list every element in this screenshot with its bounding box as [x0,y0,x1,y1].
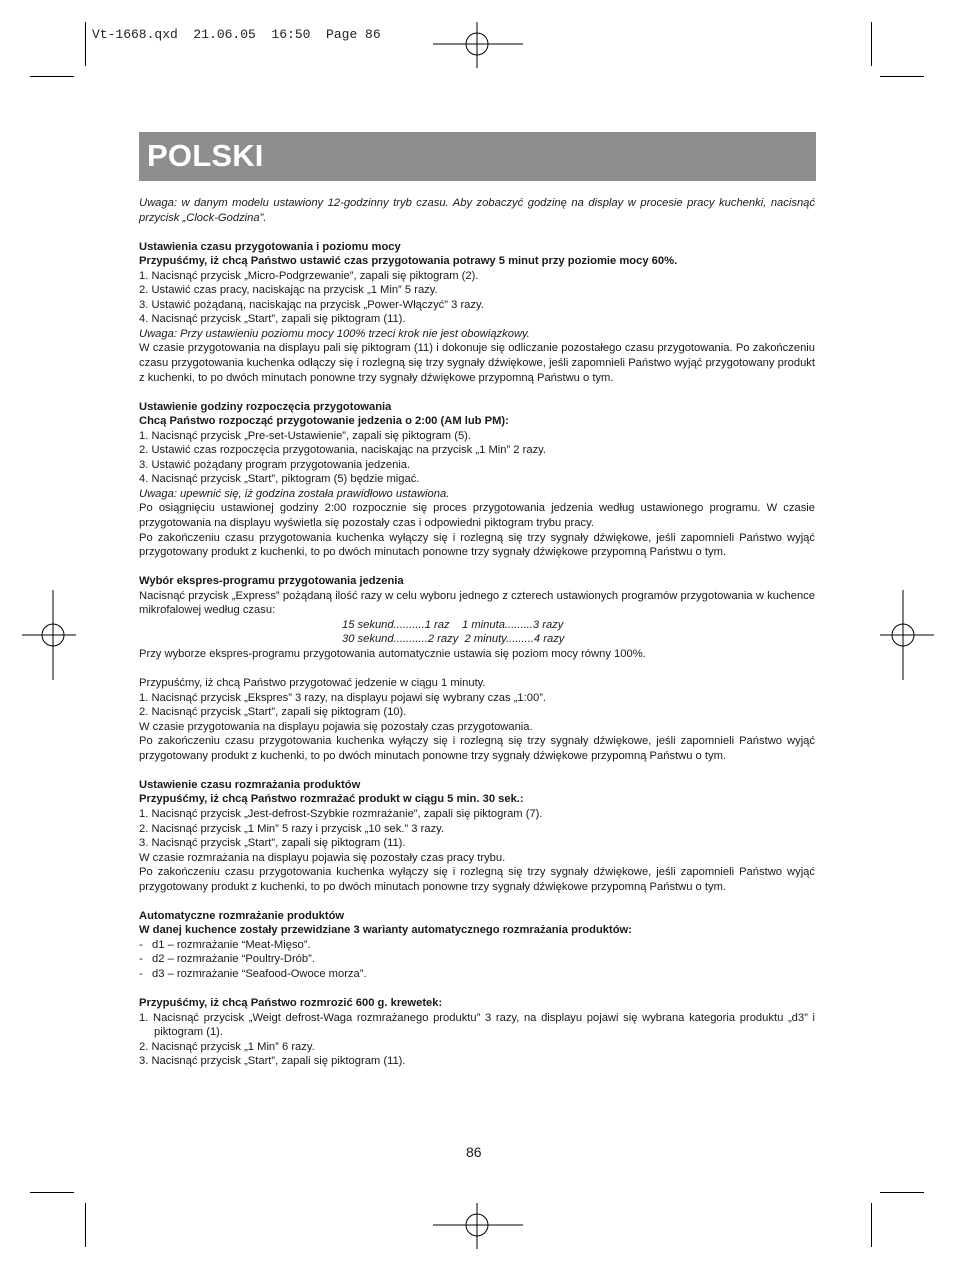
crop-mark [880,1192,924,1193]
step-item: 3. Ustawić pożądaną, naciskając na przycisk „Power-Włączyć” 3 razy. [139,298,484,311]
language-banner [139,132,816,181]
paragraph: W czasie przygotowania na displayu pojawia się pozostały czas przygotowania. [139,720,533,733]
section-subheading: Przypuśćmy, iż chcą Państwo rozmrozić 600 g. krewetek: [139,997,443,1010]
crop-mark [85,22,86,66]
paragraph: Przypuśćmy, iż chcą Państwo przygotować jedzenie w ciągu 1 minuty. [139,677,486,690]
step-item: 1. Nacisnąć przycisk „Pre-set-Ustawienie”, zapali się piktogram (5). [139,429,471,442]
paragraph: W czasie przygotowania na displayu pali się piktogram (11) i dokonuje się odliczanie pozostałego czasu przygotowania. Po zakończeniu czasu przygotowania kuchenka odłączy się i rozlegną się trzy sygnały dźwiękowe, jeśli zapomnieli Państwo wyjąć przygotowany produkt z kuchenki, to po dwóch minutach ponowne trzy sygnały dźwiękowe przypomną Państwu o tym. [139,342,815,384]
step-item: 1. Nacisnąć przycisk „Weigt defrost-Waga rozmrażanego produktu” 3 razy, na displayu pojawi się wybrana kategoria produktu „d3” i piktogram (1). [139,1011,815,1039]
express-times-line: 15 sekund..........1 raz 1 minuta.........3 razy [342,618,564,631]
section-heading: Automatyczne rozmrażanie produktów [139,909,345,922]
step-item: 4. Nacisnąć przycisk „Start”, piktogram (5) będzie migać. [139,473,420,486]
step-item: 2. Nacisnąć przycisk „Start”, zapali się piktogram (10). [139,706,407,719]
section-heading: Ustawienie czasu rozmrażania produktów [139,778,361,791]
section-subheading: Przypuśćmy, iż chcą Państwo rozmrażać produkt w ciągu 5 min. 30 sek.: [139,793,524,806]
crop-mark [30,1192,74,1193]
registration-mark-top-icon [433,22,523,68]
step-item: 2. Ustawić czas rozpoczęcia przygotowania, naciskając na przycisk „1 Min” 2 razy. [139,444,547,457]
express-times-line: 30 sekund...........2 razy 2 minuty.........4 razy [342,633,565,646]
crop-mark [871,1203,872,1247]
paragraph: W czasie rozmrażania na displayu pojawia się pozostały czas pracy trybu. [139,851,506,864]
step-item: 1. Nacisnąć przycisk „Micro-Podgrzewanie”, zapali się piktogram (2). [139,269,479,282]
paragraph: Po zakończeniu czasu przygotowania kuchenka wyłączy się i rozlegną się trzy sygnały dźwiękowe, jeśli zapomnieli Państwo wyjąć przygotowany produkt z kuchenki, to po dwóch minutach ponowne trzy sygnały dźwiękowe przypomną Państwu o tym. [139,531,815,559]
section-subheading: Przypuśćmy, iż chcą Państwo ustawić czas przygotowania potrawy 5 minut przy poziomie mocy 60%. [139,255,678,268]
step-item: 1. Nacisnąć przycisk „Jest-defrost-Szybkie rozmrażanie”, zapali się piktogram (7). [139,807,543,820]
step-item: 2. Nacisnąć przycisk „1 Min” 6 razy. [139,1040,315,1053]
paragraph: Przy wyborze ekspres-programu przygotowania automatycznie ustawia się poziom mocy równy 100%. [139,647,646,660]
page-number: 86 [466,1144,482,1160]
list-item: - d1 – rozmrażanie “Meat-Mięso”. [139,938,311,951]
step-item: 2. Ustawić czas pracy, naciskając na przycisk „1 Min” 5 razy. [139,284,438,297]
section-subheading: Chcą Państwo rozpocząć przygotowanie jedzenia o 2:00 (AM lub PM): [139,415,509,428]
manual-content [139,196,815,1069]
banner-title: POLSKI [147,138,264,173]
list-item: - d2 – rozmrażanie “Poultry-Drób”. [139,953,315,966]
step-item: 3. Ustawić pożądany program przygotowania jedzenia. [139,458,411,471]
paragraph: Po osiągnięciu ustawionej godziny 2:00 rozpocznie się proces przygotowania jedzenia według ustawionego programu. W czasie przygotowania na displayu wyświetla się pozostały czas i odpowiedni piktogram trybu pracy. [139,502,815,530]
print-slug: Vt-1668.qxd 21.06.05 16:50 Page 86 [92,27,381,42]
step-item: 1. Nacisnąć przycisk „Ekspres” 3 razy, na displayu pojawi się wybrany czas „1:00”. [139,691,547,704]
registration-mark-right-icon [880,590,934,680]
paragraph: Po zakończeniu czasu przygotowania kuchenka wyłączy się i rozlegną się trzy sygnały dźwiękowe, jeśli zapomnieli Państwo wyjąć przygotowany produkt z kuchenki, to po dwóch minutach ponowne trzy sygnały dźwiękowe przypomną Państwu o tym. [139,735,815,762]
note: Uwaga: Przy ustawieniu poziomu mocy 100% trzeci krok nie jest obowiązkowy. [139,327,530,340]
crop-mark [30,76,74,77]
paragraph: Nacisnąć przycisk „Express” pożądaną ilość razy w celu wyboru jednego z czterech ustawionych programów przygotowania w kuchence mikrofalowej według czasu: [139,589,815,617]
note: Uwaga: upewnić się, iż godzina została prawidłowo ustawiona. [139,487,450,500]
section-heading: Ustawienia czasu przygotowania i poziomu mocy [139,240,401,253]
registration-mark-bottom-icon [433,1203,523,1249]
step-item: 4. Nacisnąć przycisk „Start”, zapali się piktogram (11). [139,313,406,326]
list-item: - d3 – rozmrażanie “Seafood-Owoce morza”. [139,967,367,980]
section-heading: Wybór ekspres-programu przygotowania jedzenia [139,575,404,588]
note-clock: Uwaga: w danym modelu ustawiony 12-godzinny tryb czasu. Aby zobaczyć godzinę na display w procesie pracy kuchenki, nacisnąć przycisk „Clock-Godzina”. [139,197,815,224]
crop-mark [871,22,872,66]
registration-mark-left-icon [22,590,76,680]
section-subheading: W danej kuchence zostały przewidziane 3 warianty automatycznego rozmrażania produktów: [139,924,632,937]
step-item: 3. Nacisnąć przycisk „Start”, zapali się piktogram (11). [139,837,406,850]
crop-mark [85,1203,86,1247]
step-item: 2. Nacisnąć przycisk „1 Min” 5 razy i przycisk „10 sek.” 3 razy. [139,822,445,835]
paragraph: Po zakończeniu czasu przygotowania kuchenka wyłączy się i rozlegną się trzy sygnały dźwiękowe, jeśli zapomnieli Państwo wyjąć przygotowany produkt z kuchenki, to po dwóch minutach ponowne trzy sygnały dźwiękowe przypomną Państwu o tym. [139,866,815,893]
section-heading: Ustawienie godziny rozpoczęcia przygotowania [139,400,392,413]
crop-mark [880,76,924,77]
step-item: 3. Nacisnąć przycisk „Start”, zapali się piktogram (11). [139,1055,406,1068]
